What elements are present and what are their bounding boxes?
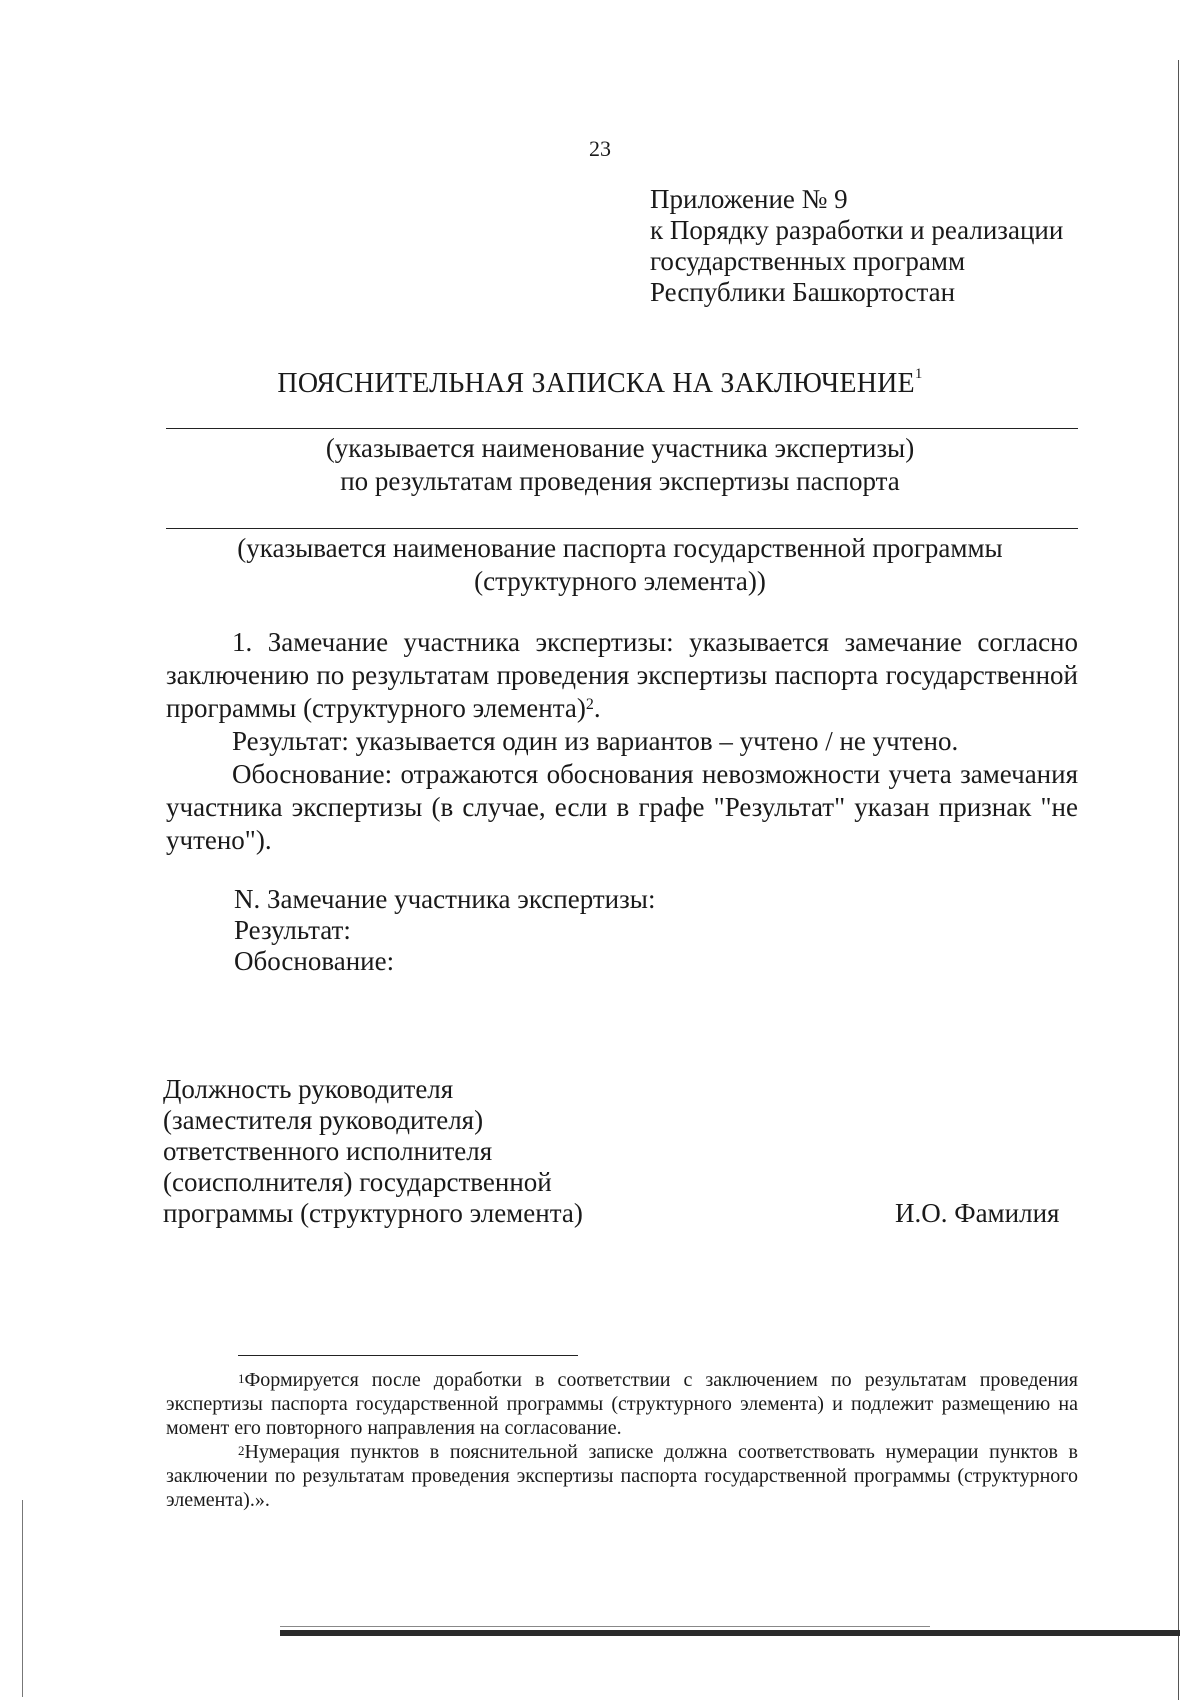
n-result-line: Результат: <box>234 915 351 945</box>
n-remark-line: N. Замечание участника экспертизы: <box>234 884 656 914</box>
hint-line: (структурного элемента)) <box>474 566 766 596</box>
appendix-line: Республики Башкортостан <box>650 277 956 307</box>
remark-text: 1. Замечание участника экспертизы: указывается замечание согласно заключению по результатам проведения экспертизы паспорта государственной программы (структурного элемента) <box>166 627 1078 723</box>
footnote-mark: 1 <box>238 1371 245 1386</box>
signature-line: программы (структурного элемента) <box>163 1198 583 1228</box>
footnote-separator <box>238 1355 578 1356</box>
page-number: 23 <box>589 136 611 161</box>
signature-line: (соисполнителя) государственной <box>163 1167 552 1197</box>
remark-footnote-mark: 2 <box>585 696 594 713</box>
remark-block <box>166 626 1078 857</box>
participant-hint <box>0 432 1200 498</box>
signatory-name: И.О. Фамилия <box>895 1198 1060 1228</box>
passport-hint <box>0 532 1200 598</box>
hint-line: (указывается наименование паспорта государственной программы <box>237 533 1003 563</box>
justification-paragraph: Обоснование: отражаются обоснования невозможности учета замечания участника экспертизы (в случае, если в графе "Результат" указан признак "не учтено"). <box>166 759 1078 855</box>
fill-in-line-participant <box>166 428 1078 429</box>
remark-paragraph <box>166 626 1078 725</box>
footnote-item <box>166 1368 1078 1440</box>
scan-edge-left <box>22 1500 23 1697</box>
appendix-line: государственных программ <box>650 246 966 276</box>
title-footnote-mark: 1 <box>914 366 923 382</box>
fill-in-line-passport <box>166 528 1078 529</box>
scan-edge-right <box>1178 60 1179 1700</box>
signature-line: ответственного исполнителя <box>163 1136 493 1166</box>
appendix-line: к Порядку разработки и реализации <box>650 215 1064 245</box>
footnote-item <box>166 1440 1078 1512</box>
signature-line: Должность руководителя <box>163 1074 454 1104</box>
remark-end: . <box>593 693 601 723</box>
title-text: ПОЯСНИТЕЛЬНАЯ ЗАПИСКА НА ЗАКЛЮЧЕНИЕ <box>277 368 915 399</box>
n-justification-line: Обоснование: <box>234 946 395 976</box>
signature-line: (заместителя руководителя) <box>163 1105 484 1135</box>
appendix-header <box>650 184 1063 308</box>
hint-line: (указывается наименование участника экспертизы) <box>325 433 915 463</box>
footnote-text: Формируется после доработки в соответствии с заключением по результатам проведения экспертизы паспорта государственной программы (структурного элемента) и подлежит размещению на момент его повторного направления на согласование. <box>166 1369 1078 1439</box>
footnote-mark: 2 <box>238 1443 245 1458</box>
appendix-line: Приложение № 9 <box>650 184 848 214</box>
footnote-text: Нумерация пунктов в пояснительной записке должна соответствовать нумерации пунктов в заключении по результатам проведения экспертизы паспорта государственной программы (структурного элемента).». <box>166 1441 1078 1511</box>
document-title <box>0 368 1200 400</box>
footnotes <box>166 1368 1078 1512</box>
result-paragraph: Результат: указывается один из вариантов – учтено / не учтено. <box>232 726 959 756</box>
scan-edge-bottom-thin <box>280 1626 930 1627</box>
hint-line: по результатам проведения экспертизы паспорта <box>340 466 900 496</box>
scan-edge-bottom <box>280 1630 1180 1636</box>
signature-position <box>163 1074 583 1229</box>
n-remark-block <box>234 884 655 977</box>
